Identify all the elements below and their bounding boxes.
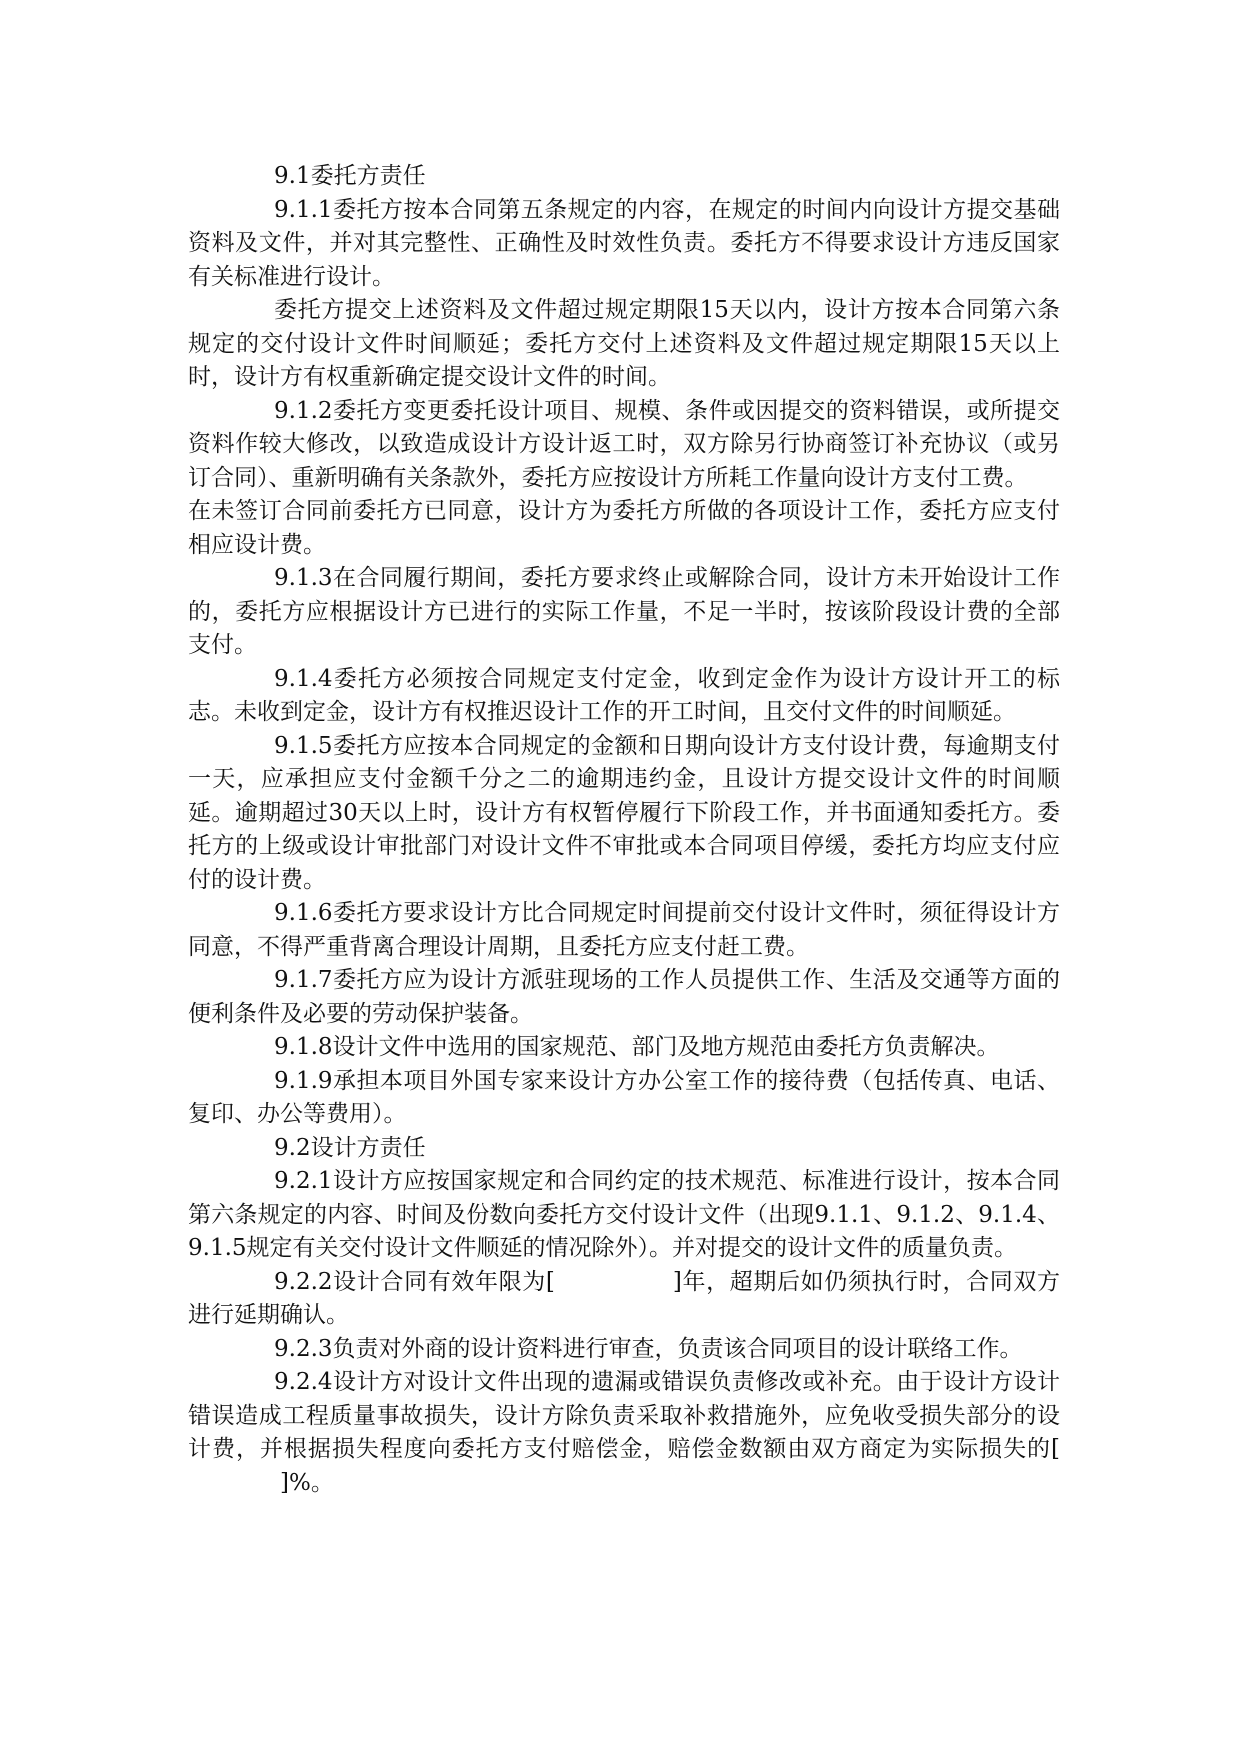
clause-9-2-4-text-before: 9.2.4设计方对设计文件出现的遗漏或错误负责修改或补充。由于设计方设计错误造成工程质量事故损失，设计方除负责采取补救措施外，应免收受损失部分的设计费，并根据损失程度向委托方支付赔偿金，赔偿金数额由双方商定为实际损失的[ — [188, 1369, 1060, 1462]
clause-9-2-2-text-after: ]年，超期后如仍须执行时，合同双方进行延期确认。 — [188, 1268, 1060, 1328]
section-heading-9-2: 9.2设计方责任 — [274, 1134, 426, 1161]
clause-9-1-3: 9.1.3在合同履行期间，委托方要求终止或解除合同，设计方未开始设计工作的，委托方应根据设计方已进行的实际工作量，不足一半时，按该阶段设计费的全部支付。 — [188, 565, 1060, 658]
clause-9-1-8: 9.1.8设计文件中选用的国家规范、部门及地方规范由委托方负责解决。 — [274, 1034, 1000, 1060]
clause-9-1-1-continuation: 委托方提交上述资料及文件超过规定期限15天以内，设计方按本合同第六条规定的交付设计文件时间顺延；委托方交付上述资料及文件超过规定期限15天以上时，设计方有权重新确定提交设计文件的时间。 — [188, 297, 1060, 390]
document-body — [188, 160, 1060, 1500]
clause-9-2-1: 9.2.1设计方应按国家规定和合同约定的技术规范、标准进行设计，按本合同第六条规定的内容、时间及份数向委托方交付设计文件（出现9.1.1、9.1.2、9.1.4、9.1.5规定有关交付设计文件顺延的情况除外）。并对提交的设计文件的质量负责。 — [188, 1168, 1060, 1261]
clause-9-1-9: 9.1.9承担本项目外国专家来设计方办公室工作的接待费（包括传真、电话、复印、办公等费用）。 — [188, 1067, 1060, 1127]
clause-9-1-1: 9.1.1委托方按本合同第五条规定的内容，在规定的时间内向设计方提交基础资料及文件，并对其完整性、正确性及时效性负责。委托方不得要求设计方违反国家有关标准进行设计。 — [188, 196, 1060, 290]
clause-9-2-2 — [188, 1266, 1060, 1333]
clause-9-1-5: 9.1.5委托方应按本合同规定的金额和日期向设计方支付设计费，每逾期支付一天，应承担应支付金额千分之二的逾期违约金，且设计方提交设计文件的时间顺延。逾期超过30天以上时，设计方有权暂停履行下阶段工作，并书面通知委托方。委托方的上级或设计审批部门对设计文件不审批或本合同项目停缓，委托方均应支付应付的设计费。 — [188, 732, 1060, 893]
clause-9-1-4: 9.1.4委托方必须按合同规定支付定金，收到定金作为设计方设计开工的标志。未收到定金，设计方有权推迟设计工作的开工时间，且交付文件的时间顺延。 — [188, 665, 1060, 725]
clause-9-2-3: 9.2.3负责对外商的设计资料进行审查，负责该合同项目的设计联络工作。 — [274, 1335, 1023, 1362]
clause-9-1-6: 9.1.6委托方要求设计方比合同规定时间提前交付设计文件时，须征得设计方同意，不得严重背离合理设计周期，且委托方应支付赶工费。 — [188, 900, 1060, 960]
clause-9-2-2-text-before: 9.2.2设计合同有效年限为[ — [274, 1268, 555, 1295]
clause-9-2-4 — [188, 1366, 1060, 1500]
clause-9-2-4-text-after: ]%。 — [280, 1469, 334, 1496]
section-heading-9-1: 9.1委托方责任 — [274, 163, 426, 189]
clause-9-1-2: 9.1.2委托方变更委托设计项目、规模、条件或因提交的资料错误，或所提交资料作较大修改，以致造成设计方设计返工时，双方除另行协商签订补充协议（或另订合同）、重新明确有关条款外，委托方应按设计方所耗工作量向设计方支付工费。 — [188, 397, 1060, 491]
clause-9-1-2-continuation: 在未签订合同前委托方已同意，设计方为委托方所做的各项设计工作，委托方应支付相应设计费。 — [188, 498, 1060, 558]
clause-9-1-7: 9.1.7委托方应为设计方派驻现场的工作人员提供工作、生活及交通等方面的便利条件及必要的劳动保护装备。 — [188, 967, 1060, 1027]
